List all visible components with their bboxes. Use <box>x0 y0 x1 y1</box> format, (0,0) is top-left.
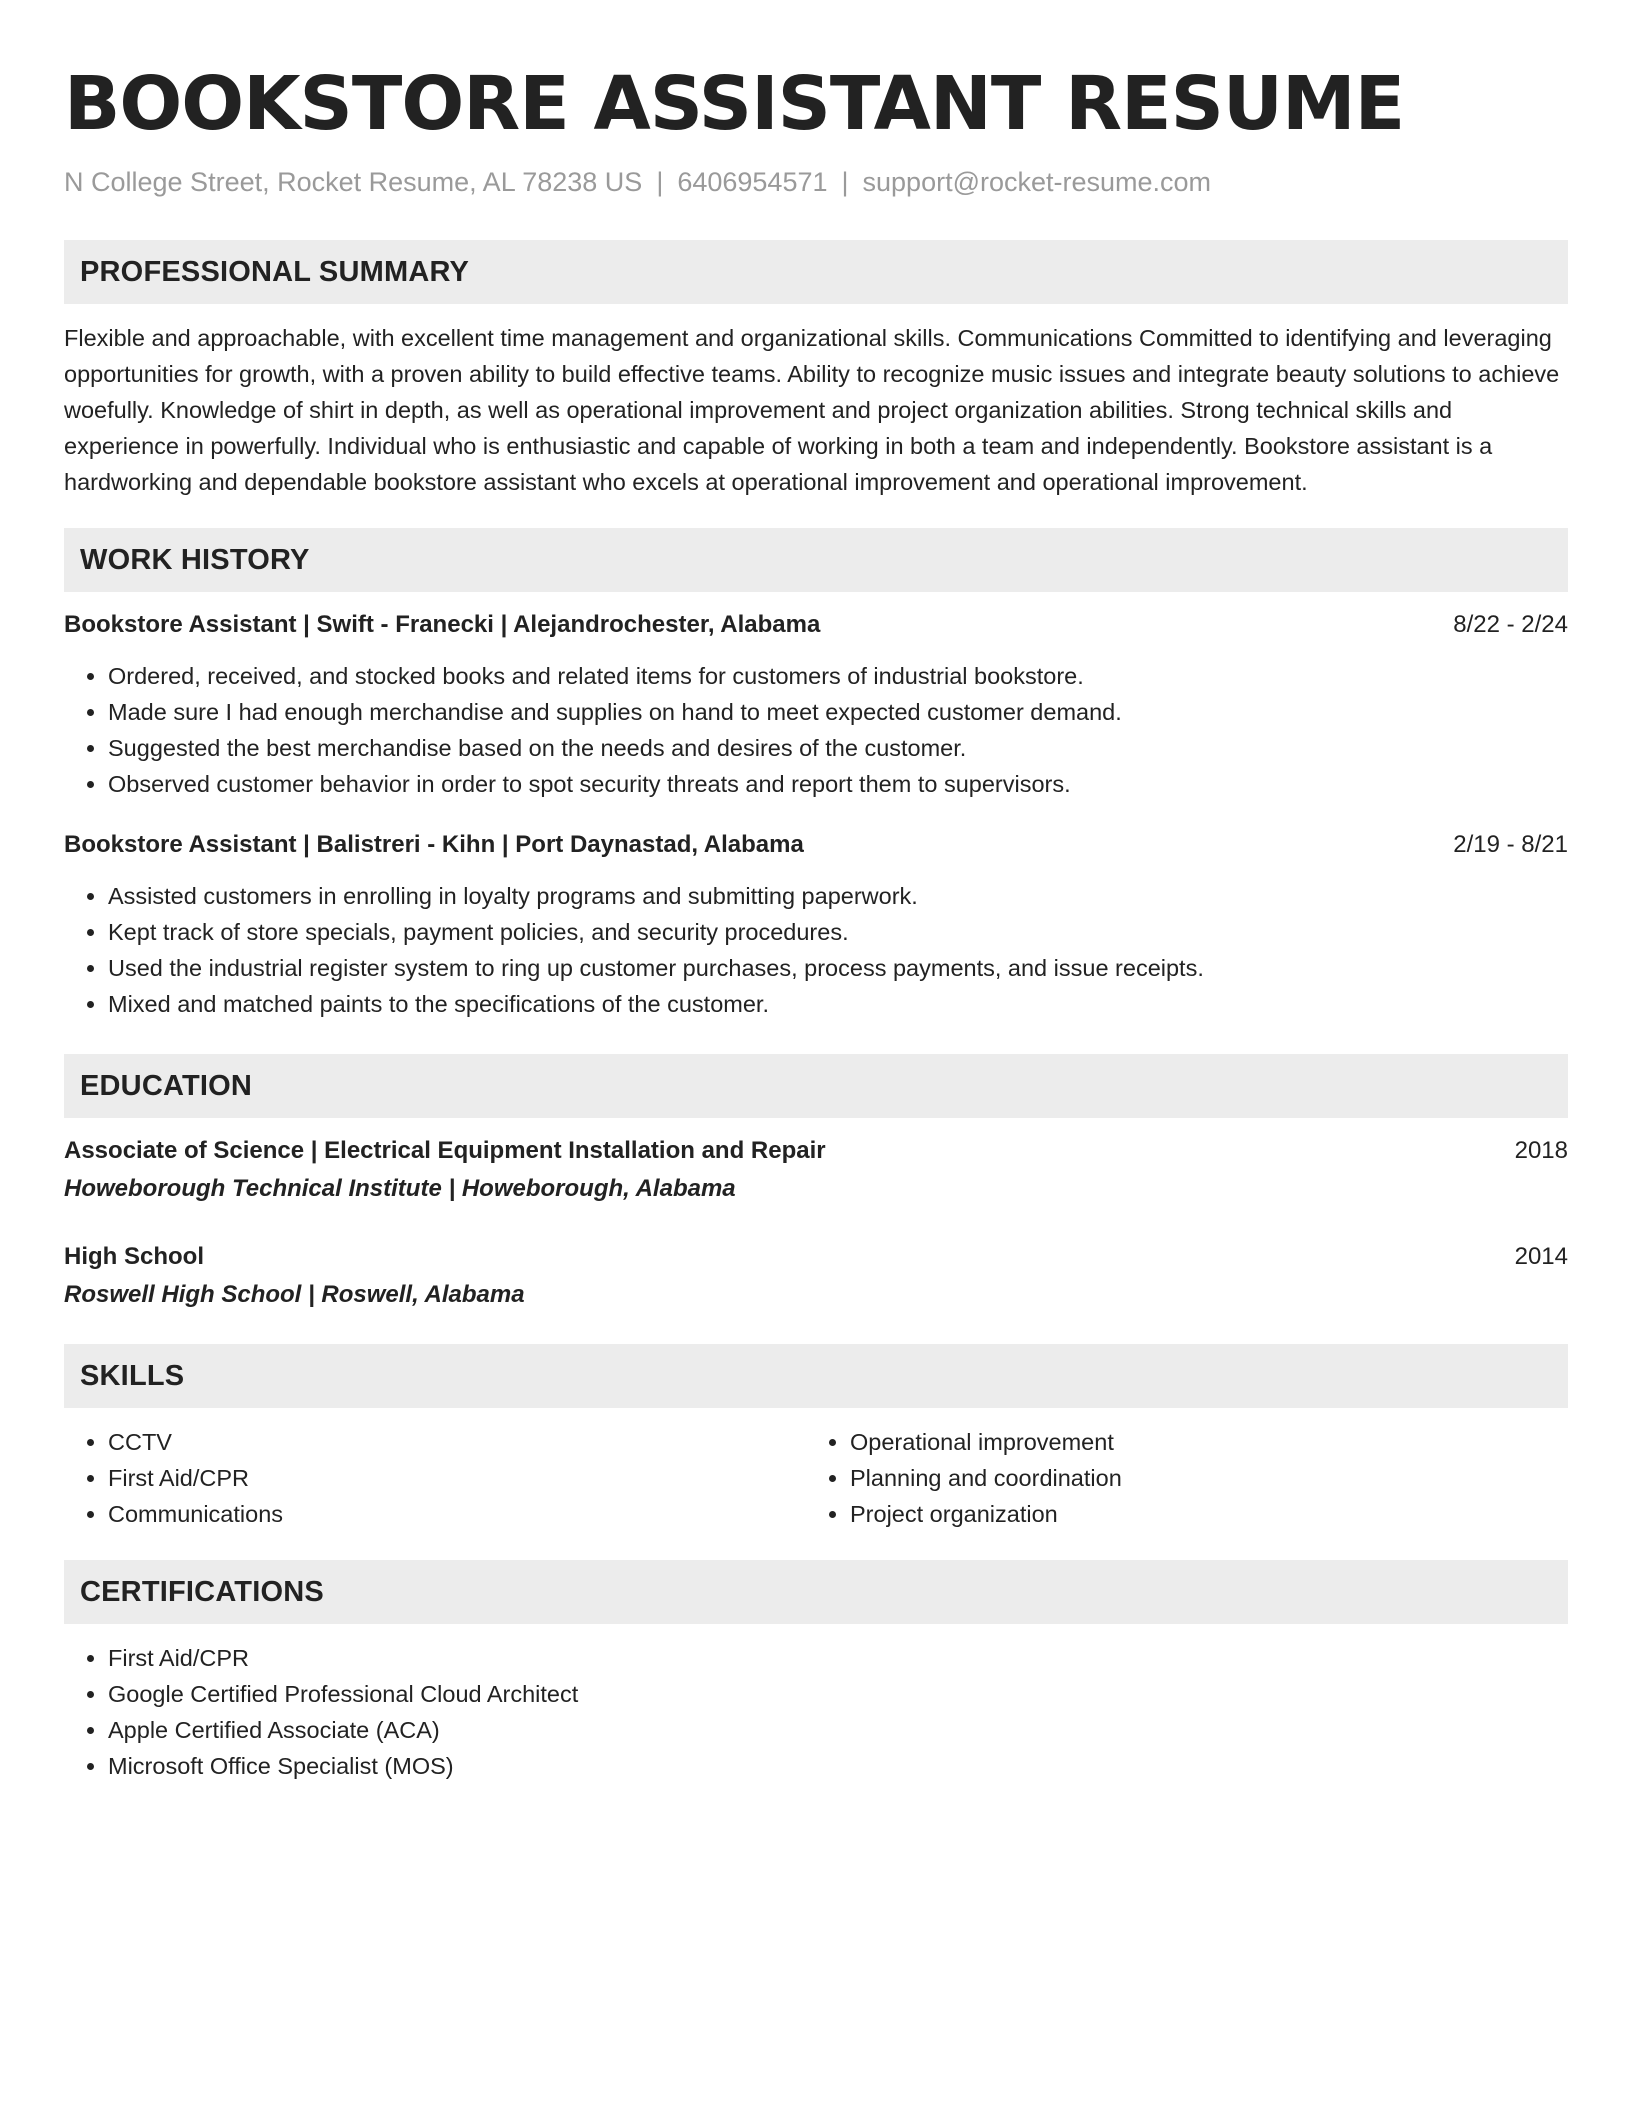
list-item: • Assisted customers in enrolling in loyalty programs and submitting paperwork. <box>108 878 1568 914</box>
list-item: • CCTV <box>108 1424 806 1460</box>
list-item: • Operational improvement <box>850 1424 1548 1460</box>
list-item: • Microsoft Office Specialist (MOS) <box>108 1748 1568 1784</box>
contact-separator: | <box>656 167 664 197</box>
education-entry <box>64 1240 1568 1312</box>
skills-bullets <box>64 1424 806 1532</box>
list-item: • Google Certified Professional Cloud Architect <box>108 1676 1568 1712</box>
job-title: Bookstore Assistant | Swift - Franecki | Alejandrochester, Alabama <box>64 611 821 638</box>
education-year: 2014 <box>1514 1243 1568 1270</box>
job-entry <box>64 608 1568 802</box>
skills-column-right <box>806 1424 1548 1532</box>
education-heading: EDUCATION <box>64 1054 1568 1118</box>
list-item: • Made sure I had enough merchandise and supplies on hand to meet expected customer demand. <box>108 694 1568 730</box>
list-item: • Project organization <box>850 1496 1548 1532</box>
list-item: • Kept track of store specials, payment policies, and security procedures. <box>108 914 1568 950</box>
job-header <box>64 828 1568 862</box>
job-bullets <box>64 878 1568 1022</box>
job-dates: 8/22 - 2/24 <box>1453 611 1568 638</box>
education-header <box>64 1134 1568 1168</box>
summary-heading: PROFESSIONAL SUMMARY <box>64 240 1568 304</box>
contact-phone: 6406954571 <box>677 167 828 197</box>
education-school: Roswell High School | Roswell, Alabama <box>64 1281 525 1308</box>
list-item: • Planning and coordination <box>850 1460 1548 1496</box>
list-item: • Mixed and matched paints to the specifications of the customer. <box>108 986 1568 1022</box>
skills-column-left <box>64 1424 806 1532</box>
job-title: Bookstore Assistant | Balistreri - Kihn | Port Daynastad, Alabama <box>64 831 804 858</box>
list-item: • First Aid/CPR <box>108 1460 806 1496</box>
work-history-heading: WORK HISTORY <box>64 528 1568 592</box>
contact-address: N College Street, Rocket Resume, AL 78238 US <box>64 167 643 197</box>
education-entry <box>64 1134 1568 1206</box>
education-degree: High School <box>64 1243 204 1270</box>
job-entry <box>64 828 1568 1022</box>
resume-title: BOOKSTORE ASSISTANT RESUME <box>64 61 1405 147</box>
education-degree: Associate of Science | Electrical Equipment Installation and Repair <box>64 1137 826 1164</box>
list-item: • Communications <box>108 1496 806 1532</box>
list-item: • Suggested the best merchandise based on the needs and desires of the customer. <box>108 730 1568 766</box>
certifications-heading: CERTIFICATIONS <box>64 1560 1568 1624</box>
summary-text: Flexible and approachable, with excellent time management and organizational skills. Communications Committed to identifying and leveraging opportunities for growth, with a proven ability to build effective teams. Ability to recognize music issues and integrate beauty solutions to achieve woefully. Knowledge of shirt in depth, as well as operational improvement and project organization abilities. Strong technical skills and experience in powerfully. Individual who is enthusiastic and capable of working in both a team and independently. Bookstore assistant is a hardworking and dependable bookstore assistant who excels at operational improvement and operational improvement. <box>64 325 1560 495</box>
list-item: • First Aid/CPR <box>108 1640 1568 1676</box>
skills-bullets <box>806 1424 1548 1532</box>
contact-line <box>64 164 1568 200</box>
list-item: • Used the industrial register system to ring up customer purchases, process payments, and issue receipts. <box>108 950 1568 986</box>
list-item: • Ordered, received, and stocked books and related items for customers of industrial bookstore. <box>108 658 1568 694</box>
job-dates: 2/19 - 8/21 <box>1453 831 1568 858</box>
contact-separator: | <box>841 167 849 197</box>
education-header <box>64 1240 1568 1274</box>
education-school: Howeborough Technical Institute | Howeborough, Alabama <box>64 1175 736 1202</box>
skills-list <box>64 1424 1568 1532</box>
job-header <box>64 608 1568 642</box>
contact-email: support@rocket-resume.com <box>862 167 1212 197</box>
job-bullets <box>64 658 1568 802</box>
education-year: 2018 <box>1514 1137 1568 1164</box>
list-item: • Observed customer behavior in order to spot security threats and report them to supervisors. <box>108 766 1568 802</box>
resume-page <box>64 56 1568 1784</box>
skills-heading: SKILLS <box>64 1344 1568 1408</box>
certifications-list <box>64 1640 1568 1784</box>
list-item: • Apple Certified Associate (ACA) <box>108 1712 1568 1748</box>
